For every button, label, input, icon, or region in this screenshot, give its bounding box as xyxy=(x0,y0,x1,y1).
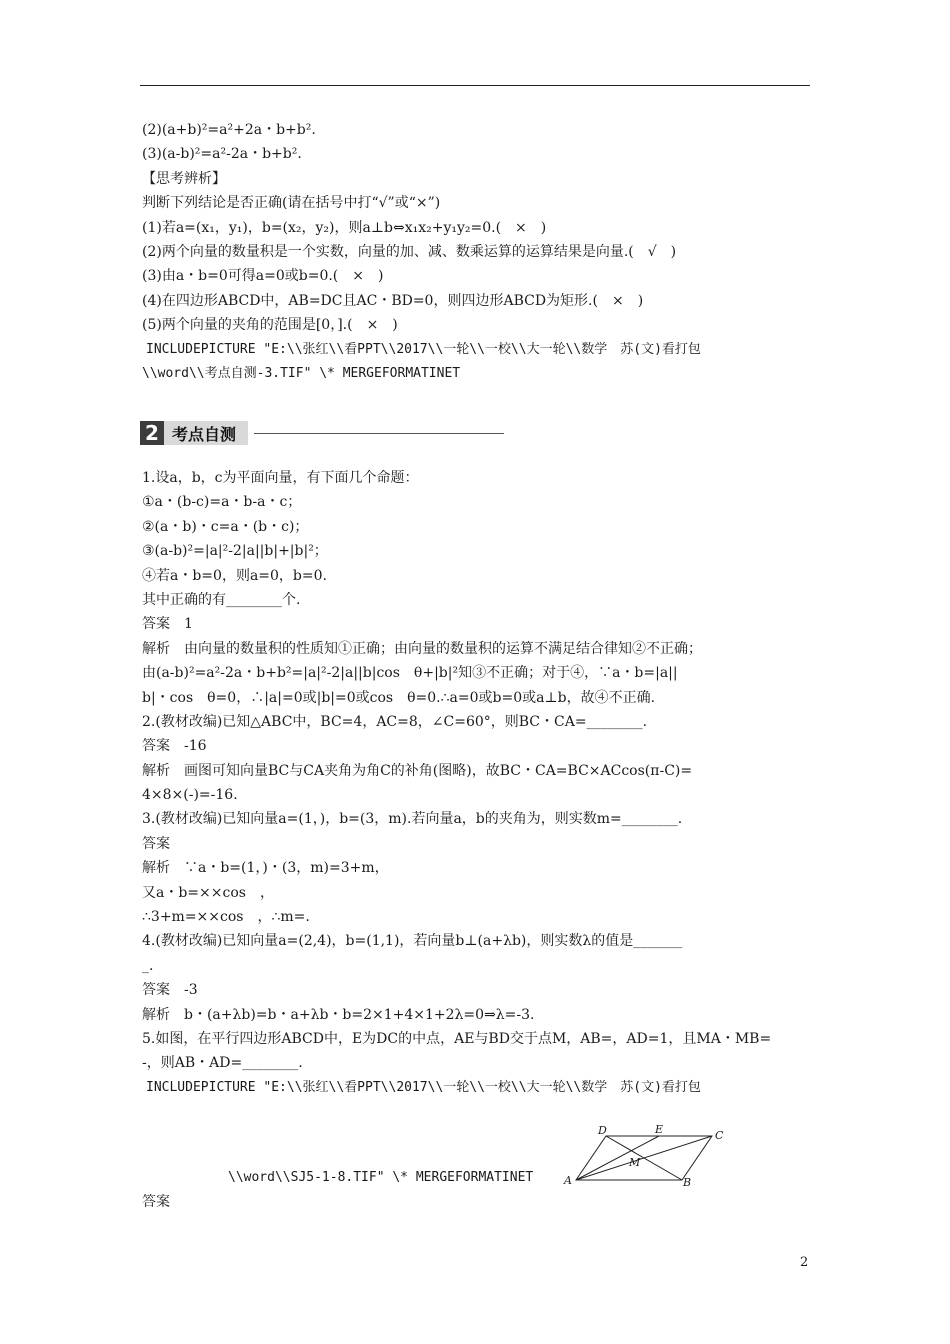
problem-1-analysis-cont-2: b|・cos θ=0，∴|a|=0或|b|=0或cos θ=0.∴a=0或b=0或a⊥b，故④不正确. xyxy=(142,689,656,706)
label-d: D xyxy=(598,1124,607,1137)
judge-item-1: (1)若a=(x₁，y₁)，b=(x₂，y₂)，则a⊥b⇔x₁x₂+y₁y₂=0.( × ) xyxy=(142,219,547,236)
problem-1-stem: 1.设a，b，c为平面向量，有下面几个命题： xyxy=(142,470,419,486)
problem-3-analysis: 解析 ∵a・b=(1，)・(3，m)=3+m， xyxy=(142,860,389,877)
problem-2-answer: 答案 -16 xyxy=(142,738,207,755)
problem-1-question: 其中正确的有________个. xyxy=(142,591,301,608)
intro-block xyxy=(142,118,812,386)
problem-3-analysis-cont: 又a・b=××cos ， xyxy=(142,884,274,901)
problem-2-stem: 2.(教材改编)已知△ABC中，BC=4，AC=8，∠C=60°，则BC・CA=________. xyxy=(142,713,648,730)
thinking-heading: 【思考辨析】 xyxy=(142,170,226,187)
problems-block xyxy=(142,466,812,1100)
problem-4-answer: 答案 -3 xyxy=(142,982,198,999)
figure-row xyxy=(142,1122,822,1192)
section-header xyxy=(140,421,504,445)
judge-item-5: (5)两个向量的夹角的范围是[0，].( × ) xyxy=(142,317,398,334)
formula-line-3: (3)(a-b)²=a²-2a・b+b². xyxy=(142,146,302,163)
problem-1-analysis: 解析 由向量的数量积的性质知①正确；由向量的数量积的运算不满足结合律知②不正确； xyxy=(142,640,702,657)
problem-4-stem-cont: _. xyxy=(142,957,154,974)
judge-item-2: (2)两个向量的数量积是一个实数，向量的加、减、数乘运算的运算结果是向量.( √ ) xyxy=(142,243,677,260)
segment-ac xyxy=(576,1136,712,1180)
problem-5-stem-cont: -，则AB・AD=________. xyxy=(142,1055,303,1072)
problem-5-answer: 答案 xyxy=(142,1194,170,1210)
includepicture-line-2-cont: \\word\\SJ5-1-8.TIF" \* MERGEFORMATINET xyxy=(228,1170,534,1185)
header-rule xyxy=(140,85,810,86)
includepicture-line-2: INCLUDEPICTURE "E:\\张红\\看PPT\\2017\\一轮\\一校\\大一轮\\数学 苏(文)看打包 xyxy=(146,1079,701,1095)
label-c: C xyxy=(715,1129,724,1142)
problem-4-analysis: 解析 b・(a+λb)=b・a+λb・b=2×1+4×1+2λ=0⇒λ=-3. xyxy=(142,1006,535,1023)
problem-4-stem: 4.(教材改编)已知向量a=(2,4)，b=(1,1)，若向量b⊥(a+λb)，则实数λ的值是_______ xyxy=(142,933,683,950)
problem-5-stem: 5.如图，在平行四边形ABCD中，E为DC的中点，AE与BD交于点M，AB=，AD=1，且MA・MB= xyxy=(142,1030,772,1047)
label-m: M xyxy=(629,1156,641,1169)
problem-1-opt-1: ①a・(b-c)=a・b-a・c； xyxy=(142,494,302,511)
includepicture-line-cont: \\word\\考点自测-3.TIF" \* MERGEFORMATINET xyxy=(142,365,461,381)
section-number-badge: 2 xyxy=(140,421,164,445)
section-rule xyxy=(254,433,504,434)
problem-2-analysis-cont: 4×8×(-)=-16. xyxy=(142,787,238,804)
judge-item-4: (4)在四边形ABCD中，AB=DC且AC・BD=0，则四边形ABCD为矩形.( × ) xyxy=(142,292,644,309)
problem-1-opt-3: ③(a-b)²=|a|²-2|a||b|+|b|²； xyxy=(142,543,328,560)
problem-2-analysis: 解析 画图可知向量BC与CA夹角为角C的补角(图略)，故BC・CA=BC×ACcos(π-C)= xyxy=(142,762,693,779)
problem-3-analysis-cont-2: ∴3+m=××cos ，∴m=. xyxy=(142,909,310,926)
label-b: B xyxy=(683,1176,692,1189)
problem-1-opt-2: ②(a・b)・c=a・(b・c)； xyxy=(142,518,309,535)
problem-1-analysis-cont: 由(a-b)²=a²-2a・b+b²=|a|²-2|a||b|cos θ+|b|²知③不正确；对于④，∵a・b=|a|| xyxy=(142,665,678,682)
label-a: A xyxy=(564,1174,572,1187)
formula-line-2: (2)(a+b)²=a²+2a・b+b². xyxy=(142,122,316,138)
judge-item-3: (3)由a・b=0可得a=0或b=0.( × ) xyxy=(142,268,384,285)
problem-1-opt-4: ④若a・b=0，则a=0，b=0. xyxy=(142,567,327,584)
parallelogram-figure xyxy=(562,1122,732,1192)
problem-3-answer: 答案 xyxy=(142,835,170,852)
problem-3-stem: 3.(教材改编)已知向量a=(1，)，b=(3，m).若向量a，b的夹角为，则实数m=________. xyxy=(142,811,683,828)
judge-instruction: 判断下列结论是否正确(请在括号中打“√”或“×”) xyxy=(142,195,441,212)
label-e: E xyxy=(655,1123,664,1136)
includepicture-line: INCLUDEPICTURE "E:\\张红\\看PPT\\2017\\一轮\\一校\\大一轮\\数学 苏(文)看打包 xyxy=(146,341,701,357)
section-title: 考点自测 xyxy=(164,421,248,445)
problem-1-answer: 答案 1 xyxy=(142,616,193,633)
page-number: 2 xyxy=(800,1255,809,1270)
